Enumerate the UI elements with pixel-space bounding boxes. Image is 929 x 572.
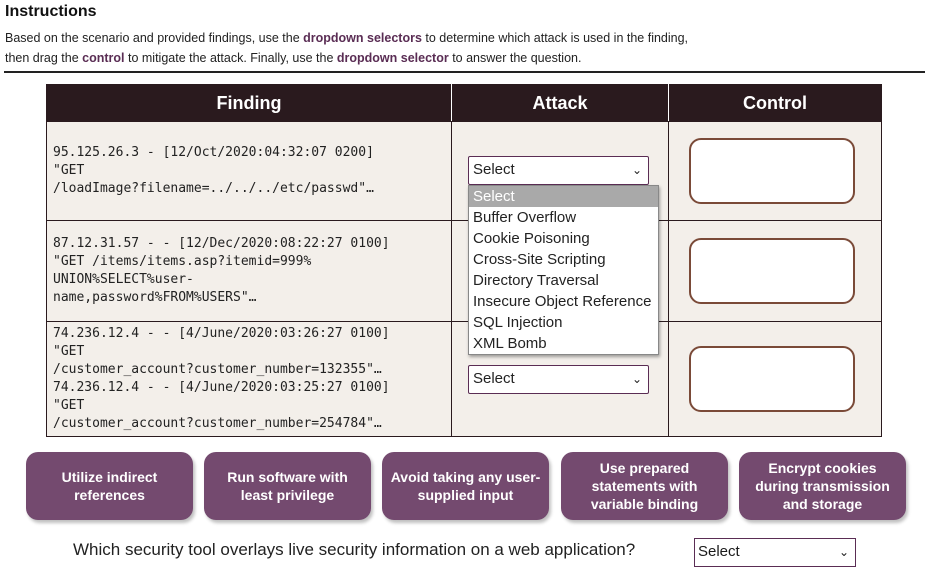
attack-dropdown-list[interactable] [468, 185, 659, 355]
attack-select-1[interactable]: Select ⌄ [468, 156, 649, 185]
finding-column-header: Finding [47, 85, 452, 122]
dropdown-option[interactable]: Select [469, 186, 658, 207]
finding-log-3: 74.236.12.4 - - [4/June/2020:03:26:27 0100] "GET /customer_account?customer_number=132355"… 74.236.12.4 - - [4/June/2020:03:25:27 0100] "GET /customer_account?customer_number=254784"… [53, 326, 390, 431]
finding-log-2: 87.12.31.57 - - [12/Dec/2020:08:22:27 0100] "GET /items/items.asp?itemid=999% UNION%SELECT%user- name,password%FROM%USERS"… [53, 236, 390, 305]
dropdown-option[interactable]: Cross-Site Scripting [473, 251, 606, 268]
control-chip-indirect-references[interactable]: Utilize indirect references [26, 452, 193, 520]
chevron-down-icon: ⌄ [838, 545, 849, 559]
control-chip-encrypt-cookies[interactable]: Encrypt cookies during transmission and storage [739, 452, 906, 520]
dropdown-option[interactable]: Directory Traversal [473, 272, 599, 289]
dropdown-option[interactable]: Cookie Poisoning [473, 230, 590, 247]
header-divider [4, 71, 925, 73]
dropdown-option[interactable]: Insecure Object Reference [473, 293, 652, 310]
control-chip-avoid-user-input[interactable]: Avoid taking any user-supplied input [382, 452, 549, 520]
control-drop-target-2[interactable] [689, 238, 855, 304]
control-chip-least-privilege[interactable]: Run software with least privilege [204, 452, 371, 520]
dropdown-option[interactable]: SQL Injection [473, 314, 563, 331]
instructions-title: Instructions [5, 3, 97, 20]
dropdown-option[interactable]: Buffer Overflow [473, 209, 577, 226]
attack-column-header: Attack [452, 85, 669, 122]
chevron-down-icon: ⌄ [631, 163, 642, 177]
question-select[interactable]: Select ⌄ [694, 538, 856, 567]
chevron-down-icon: ⌄ [631, 372, 642, 386]
control-chip-prepared-statements[interactable]: Use prepared statements with variable binding [561, 452, 728, 520]
control-drop-target-3[interactable] [689, 346, 855, 412]
control-drop-target-1[interactable] [689, 138, 855, 204]
dropdown-option[interactable]: XML Bomb [473, 335, 547, 352]
instructions-text: Based on the scenario and provided findings, use the dropdown selectors to determine which attack is used in the finding, then drag the control to mitigate the attack. Finally, use the dropdown selector to answer the question. [5, 31, 689, 65]
control-column-header: Control [669, 85, 882, 122]
finding-log-1: 95.125.26.3 - [12/Oct/2020:04:32:07 0200] "GET /loadImage?filename=../../../etc/passwd"… [53, 145, 374, 196]
question-text: Which security tool overlays live security information on a web application? [73, 540, 636, 559]
attack-select-3[interactable]: Select ⌄ [468, 365, 649, 394]
